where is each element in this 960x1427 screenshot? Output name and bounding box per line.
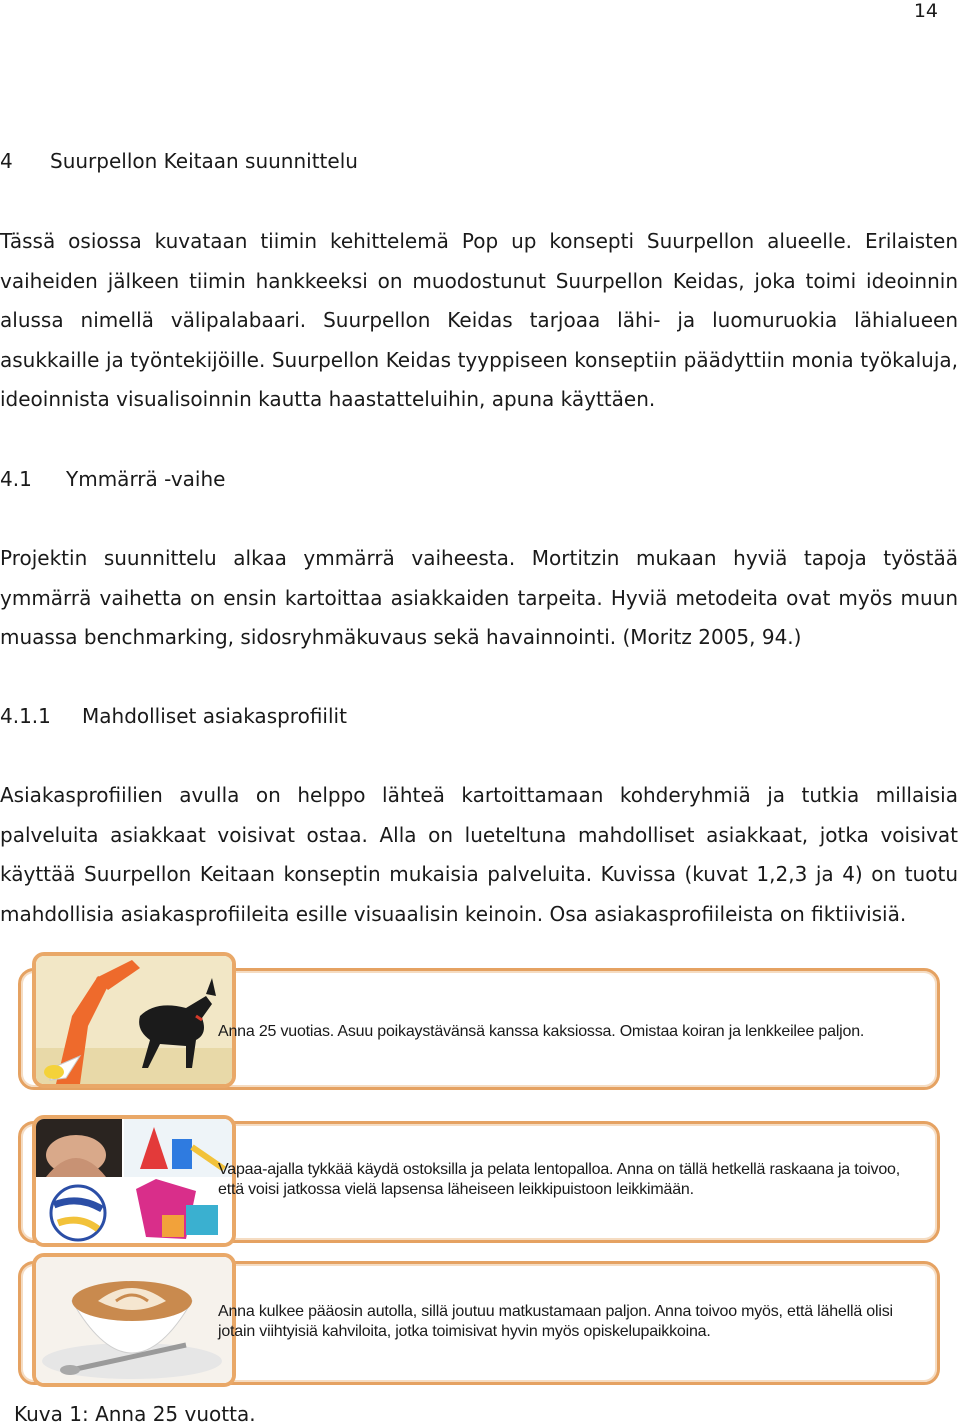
runner-dog-illustration [36, 956, 232, 1084]
profile-card [18, 1115, 940, 1247]
coffee-image [32, 1253, 236, 1387]
figure-caption: Kuva 1: Anna 25 vuotta. [14, 1402, 256, 1426]
subsub-heading [0, 704, 347, 728]
profile-card-text: Anna 25 vuotias. Asuu poikaystävänsä kanssa kaksiossa. Omistaa koiran ja lenkkeilee paljon. [218, 1023, 865, 1040]
sub-paragraph: Projektin suunnittelu alkaa ymmärrä vaiheesta. Mortitzin mukaan hyviä tapoja työstää ymmärrä vaihetta on ensin kartoittaa asiakkaiden tarpeita. Hyviä metodeita ovat myös muun muassa benchmarking, sidosryhmäkuvaus sekä havainnointi. (Moritz 2005, 94.) [0, 546, 958, 649]
main-heading [0, 149, 358, 173]
main-heading-number: 4 [0, 149, 13, 173]
intro-paragraph: Tässä osiossa kuvataan tiimin kehittelemä Pop up konsepti Suurpellon alueelle. Erilaisten vaiheiden jälkeen tiimin hankkeeksi on muodostunut Suurpellon Keidas, joka toimi ideoinnin alussa nimellä välipalabaari. Suurpellon Keidas tarjoaa lähi- ja luomuruokia lähialueen asukkaille ja työntekijöille. Suurpellon Keidas tyyppiseen konseptiin päädyttiin monia työkaluja, ideoinnista visualisoinnin kautta haastatteluihin, apuna käyttäen. [0, 229, 958, 411]
profile-card [18, 952, 940, 1092]
sub-heading-title: Ymmärrä -vaihe [66, 467, 226, 491]
subsub-paragraph: Asiakasprofiilien avulla on helppo lähteä kartoittamaan kohderyhmiä ja tutkia millaisia palveluita asiakkaat voisivat ostaa. Alla on lueteltuna mahdolliset asiakkaat, jotka voisivat käyttää Suurpellon Keitaan konseptin mukaisia palveluita. Kuvissa (kuvat 1,2,3 ja 4) on tuotu mahdollisia asiakasprofiileita esille visuaalisin keinoin. Osa asiakasprofiileista on fiktiivisiä. [0, 783, 958, 926]
runner-dog-image [32, 952, 236, 1088]
collage-image [32, 1115, 236, 1247]
cappuccino-illustration [36, 1257, 232, 1383]
subsub-heading-number: 4.1.1 [0, 704, 51, 728]
profile-card-text: Vapaa-ajalla tykkää käydä ostoksilla ja pelata lentopalloa. Anna on tällä hetkellä raskaana ja toivoo, että voisi jatkossa vielä lapsensa läheiseen leikkipuistoon leikkimään. [218, 1161, 900, 1198]
main-heading-title: Suurpellon Keitaan suunnittelu [50, 149, 358, 173]
sub-heading [0, 467, 225, 491]
subsub-heading-title: Mahdolliset asiakasprofiilit [82, 704, 347, 728]
collage-illustration [36, 1119, 232, 1243]
profile-card [18, 1253, 940, 1387]
sub-heading-number: 4.1 [0, 467, 32, 491]
profile-card-text: Anna kulkee pääosin autolla, sillä joutuu matkustamaan paljon. Anna toivoo myös, että lähellä olisi jotain viihtyisiä kahviloita, jotka toimisivat hyvin myös opiskelupaikkoina. [218, 1303, 893, 1340]
page-number: 14 [913, 0, 938, 22]
